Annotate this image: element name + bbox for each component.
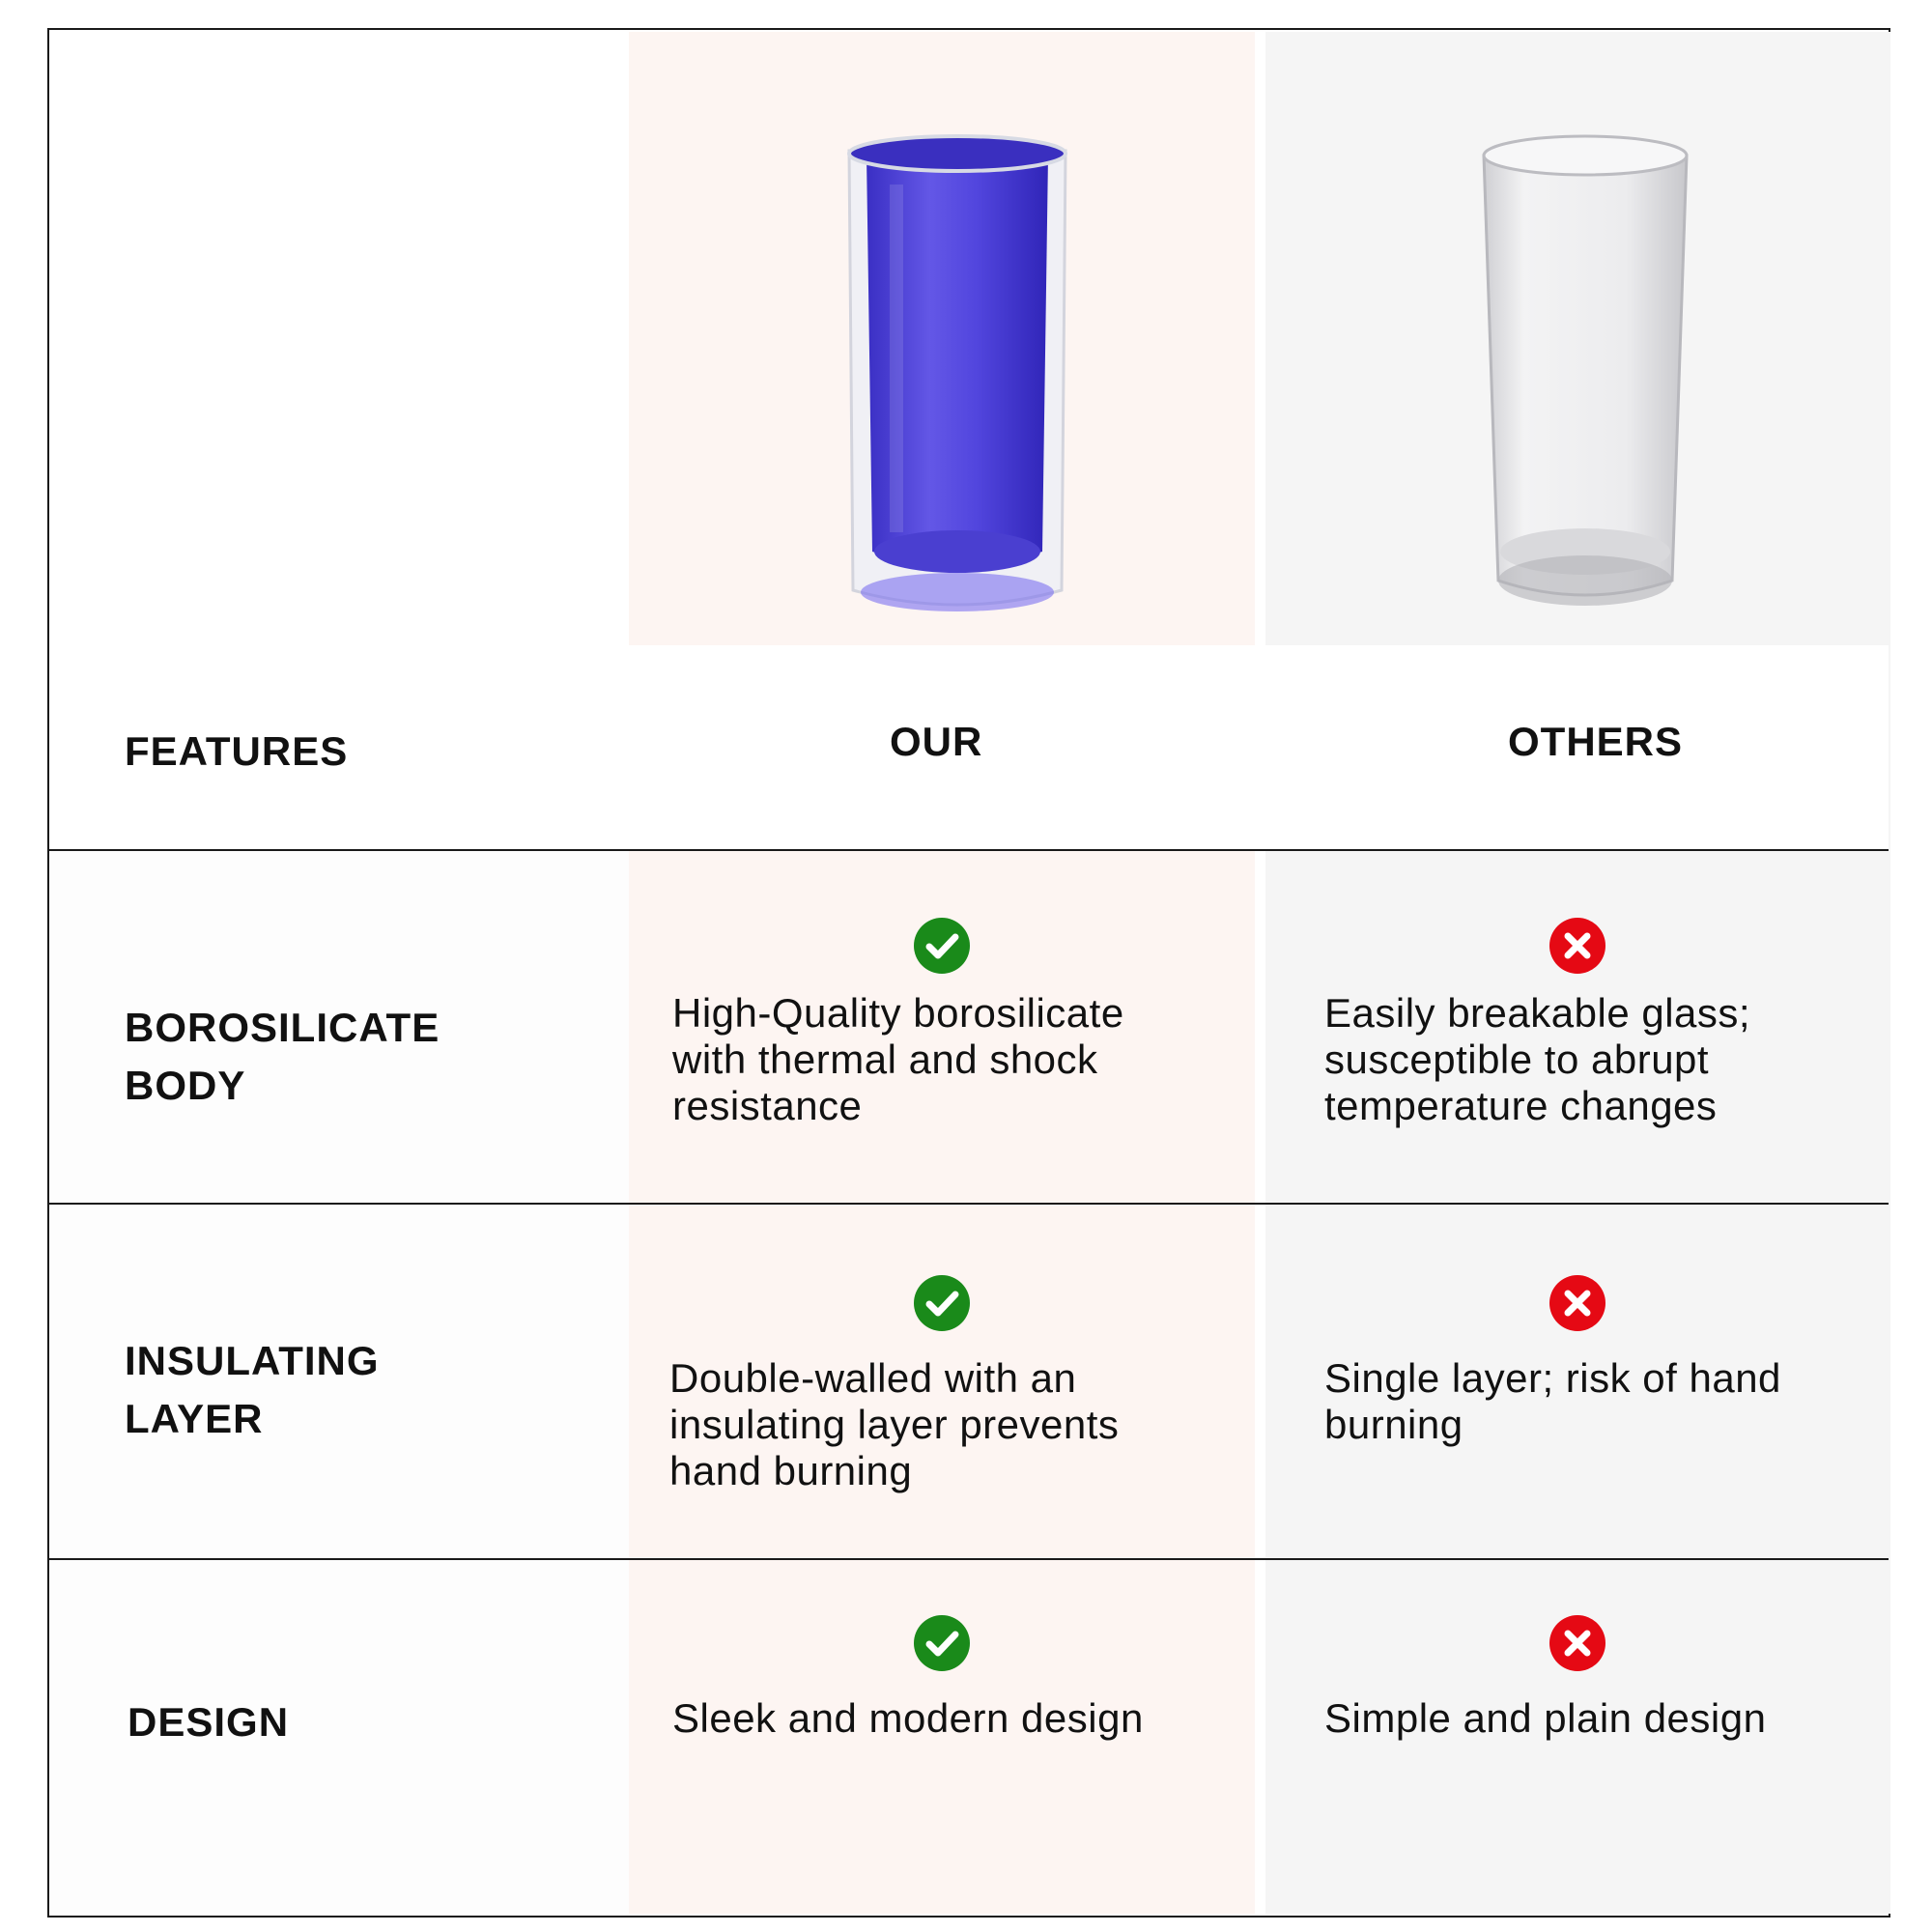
features-header: FEATURES xyxy=(125,728,349,774)
others-header: OTHERS xyxy=(1508,719,1684,764)
others-description-design: Simple and plain design xyxy=(1324,1695,1767,1741)
our-description-design: Sleek and modern design xyxy=(672,1695,1144,1741)
others-description-insulating: Single layer; risk of hand burning xyxy=(1324,1355,1781,1447)
cross-icon xyxy=(1549,1275,1605,1331)
cross-icon xyxy=(1549,1615,1605,1671)
others-glass-image xyxy=(1474,98,1696,619)
check-icon xyxy=(914,1275,970,1331)
our-description-borosilicate: High-Quality borosilicate with thermal and shock resistance xyxy=(672,990,1124,1128)
header-label-band xyxy=(629,645,1889,851)
cross-icon xyxy=(1549,918,1605,974)
row-divider xyxy=(49,849,1889,851)
our-description-insulating: Double-walled with an insulating layer prevents hand burning xyxy=(669,1355,1120,1493)
row-divider xyxy=(49,1558,1889,1560)
row-divider xyxy=(49,1203,1889,1205)
our-header: OUR xyxy=(890,719,983,764)
feature-label-design: DESIGN xyxy=(128,1699,290,1745)
comparison-table xyxy=(47,28,1890,1918)
our-glass-image xyxy=(832,98,1083,629)
check-icon xyxy=(914,918,970,974)
check-icon xyxy=(914,1615,970,1671)
feature-label-insulating: INSULATING LAYER xyxy=(125,1338,380,1441)
others-description-borosilicate: Easily breakable glass; susceptible to abrupt temperature changes xyxy=(1324,990,1751,1128)
feature-label-borosilicate: BOROSILICATE BODY xyxy=(125,1005,440,1108)
